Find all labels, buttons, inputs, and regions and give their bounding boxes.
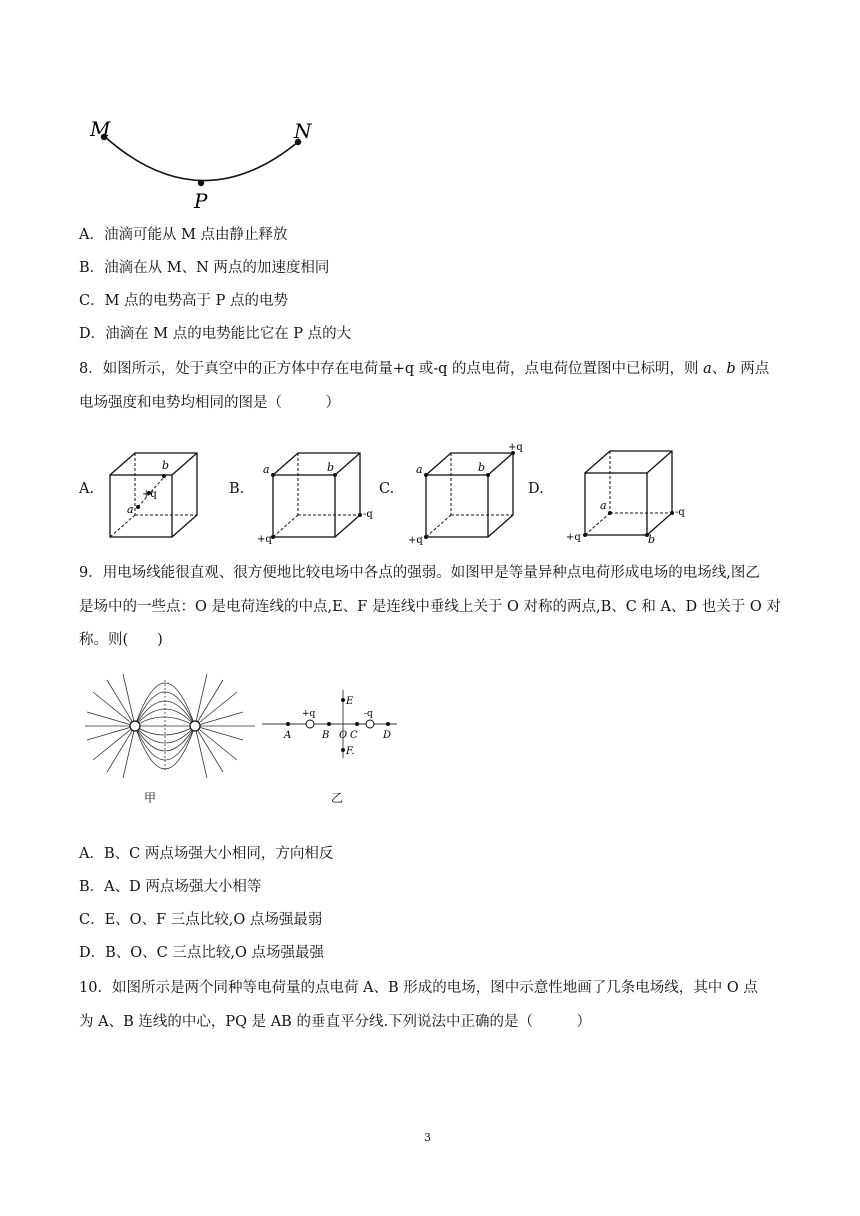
yi-label-a: A	[284, 730, 292, 741]
q8-cube-c	[398, 440, 528, 545]
q7-option-a: A．油滴可能从 M 点由静止释放	[79, 227, 288, 243]
q8-stem-b: 两点	[740, 361, 770, 377]
q9-figure-yi	[262, 688, 402, 763]
cube-a-label-b: b	[162, 459, 170, 472]
q9-option-a: A．B、C 两点场强大小相同，方向相反	[79, 846, 334, 862]
q7-option-b: B．油滴在从 M、N 两点的加速度相同	[79, 260, 330, 276]
cube-b-label-a: a	[263, 463, 270, 476]
q9-stem-line1: 9．用电场线能很直观、很方便地比较电场中各点的强弱。如图甲是等量异种点电荷形成电场的电场线,图乙	[79, 565, 760, 581]
q9-figure-jia-caption: 甲	[144, 791, 157, 805]
q8-stem-a: 8．如图所示，处于真空中的正方体中存在电荷量+q 或-q 的点电荷，点电荷位置图中已标明，则	[79, 361, 699, 377]
q7-option-c: C．M 点的电势高于 P 点的电势	[79, 293, 289, 309]
q8-option-label-c: C.	[379, 481, 395, 497]
yi-label-mq: -q	[364, 709, 373, 719]
cube-d-label-mq: -q	[675, 507, 685, 518]
label-n: N	[294, 119, 312, 143]
cube-c-label-a: a	[416, 463, 423, 476]
q9-option-c: C．E、O、F 三点比较,O 点场强最弱	[79, 912, 323, 928]
cube-c-label-pq: +q	[408, 535, 423, 545]
q9-stem-line3: 称。则( )	[79, 632, 163, 648]
q8-point-b: b	[726, 361, 736, 377]
cube-d-label-a: a	[600, 499, 607, 512]
figure-mnp-curve	[80, 112, 320, 212]
cube-d-label-pq: +q	[566, 532, 581, 543]
yi-label-f: F.	[346, 746, 355, 757]
cube-b-label-mq: -q	[363, 509, 373, 520]
q8-cube-d	[560, 443, 690, 543]
cube-d-label-b: b	[648, 533, 656, 543]
q8-point-a: a	[703, 361, 712, 377]
q9-stem-line2: 是场中的一些点：O 是电荷连线的中点,E、F 是连线中垂线上关于 O 对称的两点,B、C 和 A、D 也关于 O 对	[79, 599, 781, 615]
cube-b-label-b: b	[327, 461, 335, 474]
yi-label-c: C	[350, 730, 358, 741]
cube-a-label-a: a	[127, 503, 134, 516]
yi-label-pq: +q	[302, 709, 316, 719]
q10-stem-line2: 为 A、B 连线的中心，PQ 是 AB 的垂直平分线.下列说法中正确的是（ ）	[79, 1014, 592, 1030]
q8-option-label-b: B.	[229, 481, 245, 497]
yi-label-e: E	[346, 696, 354, 707]
q8-stem-line2: 电场强度和电势均相同的图是（ ）	[79, 395, 340, 411]
page-number: 3	[424, 1131, 431, 1144]
q9-figure-jia	[85, 672, 255, 782]
q9-figure-yi-caption: 乙	[331, 791, 344, 805]
q8-option-label-a: A.	[79, 481, 95, 497]
yi-label-b: B	[322, 730, 330, 741]
label-m: M	[90, 117, 111, 141]
q10-stem-line1: 10．如图所示是两个同种等电荷量的点电荷 A、B 形成的电场，图中示意性地画了几条电场线，其中 O 点	[79, 980, 758, 996]
cube-c-label-pq2: +q	[508, 442, 523, 453]
q8-cube-a	[100, 445, 215, 545]
q9-option-d: D．B、O、C 三点比较,O 点场强最强	[79, 945, 324, 961]
q8-cube-b	[255, 445, 375, 545]
cube-b-label-pq: +q	[257, 534, 272, 545]
q7-option-d: D．油滴在 M 点的电势能比它在 P 点的大	[79, 326, 352, 342]
cube-a-label-q: +q	[142, 489, 157, 500]
yi-label-d: D	[383, 730, 392, 741]
label-p: P	[194, 189, 208, 212]
yi-label-o: O	[339, 730, 348, 741]
cube-c-label-b: b	[478, 461, 486, 474]
q8-stem-line1	[79, 359, 769, 379]
q9-option-b: B．A、D 两点场强大小相等	[79, 879, 262, 895]
q8-option-label-d: D.	[528, 481, 544, 497]
q8-sep: 、	[711, 361, 727, 377]
